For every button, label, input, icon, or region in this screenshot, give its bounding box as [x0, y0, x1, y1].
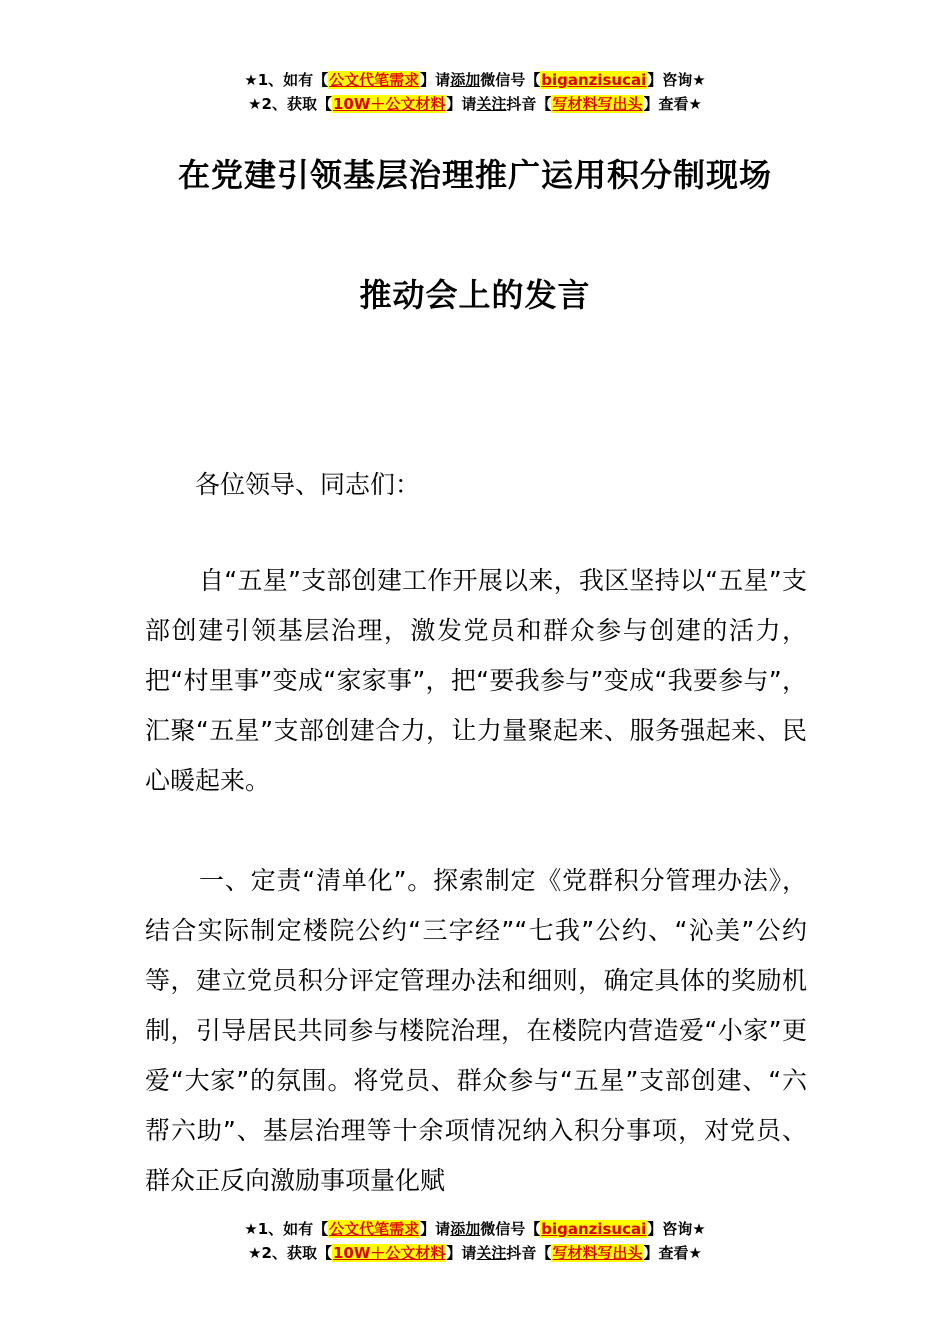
banner-text: 】请 — [446, 1244, 477, 1262]
document-title-line-1: 在党建引领基层治理推广运用积分制现场 — [177, 156, 772, 194]
banner-underlined: 添加 — [450, 1220, 481, 1238]
banner-underlined: 关注 — [476, 1244, 507, 1262]
banner-line-1 — [0, 1217, 950, 1241]
banner-highlight: 10W＋公文材料 — [332, 1244, 446, 1262]
banner-text: 微信号【 — [480, 71, 541, 89]
paragraph-section-one: 一、定责“清单化”。探索制定《党群积分管理办法》，结合实际制定楼院公约“三字经”“七我”公约、“沁美”公约等，建立党员积分评定管理办法和细则，确定具体的奖励机制，引导居民共同参与楼院治理，在楼院内营造爱“小家”更爱“大家”的氛围。将党员、群众参与“五星”支部创建、“六帮六助”、基层治理等十余项情况纳入积分事项，对党员、群众正反向激励事项量化赋 — [145, 866, 807, 1195]
banner-text: ★2、获取【 — [248, 1244, 332, 1262]
banner-underlined: 关注 — [476, 95, 507, 113]
banner-wechat-id: biganzisucai — [541, 1220, 647, 1238]
banner-text: 】咨询★ — [647, 1220, 706, 1238]
banner-text: 】请 — [420, 1220, 451, 1238]
salutation: 各位领导、同志们： — [195, 470, 421, 499]
banner-douyin-id: 写材料写出头 — [552, 95, 643, 113]
banner-text: 微信号【 — [480, 1220, 541, 1238]
banner-text: 】请 — [420, 71, 451, 89]
banner-text: 抖音【 — [506, 95, 552, 113]
banner-highlight: 公文代笔需求 — [329, 71, 420, 89]
banner-douyin-id: 写材料写出头 — [552, 1244, 643, 1262]
banner-line-1 — [0, 68, 950, 92]
banner-text: ★1、如有【 — [244, 71, 329, 89]
banner-highlight: 10W＋公文材料 — [332, 95, 446, 113]
banner-line-2 — [0, 92, 950, 116]
banner-text: 抖音【 — [506, 1244, 552, 1262]
paragraph-intro: 自“五星”支部创建工作开展以来，我区坚持以“五星”支部创建引领基层治理，激发党员和群众参与创建的活力，把“村里事”变成“家家事”，把“要我参与”变成“我要参与”，汇聚“五星”支部创建合力，让力量聚起来、服务强起来、民心暖起来。 — [145, 566, 807, 795]
banner-text: 】咨询★ — [647, 71, 706, 89]
banner-line-2 — [0, 1241, 950, 1265]
banner-text: 】查看★ — [643, 95, 702, 113]
banner-underlined: 添加 — [450, 71, 481, 89]
banner-text: ★1、如有【 — [244, 1220, 329, 1238]
banner-text: ★2、获取【 — [248, 95, 332, 113]
banner-text: 】查看★ — [643, 1244, 702, 1262]
banner-highlight: 公文代笔需求 — [329, 1220, 420, 1238]
header-banner — [0, 68, 950, 116]
banner-text: 】请 — [446, 95, 477, 113]
footer-banner — [0, 1217, 950, 1265]
document-title-line-2: 推动会上的发言 — [359, 276, 591, 314]
banner-wechat-id: biganzisucai — [541, 71, 647, 89]
